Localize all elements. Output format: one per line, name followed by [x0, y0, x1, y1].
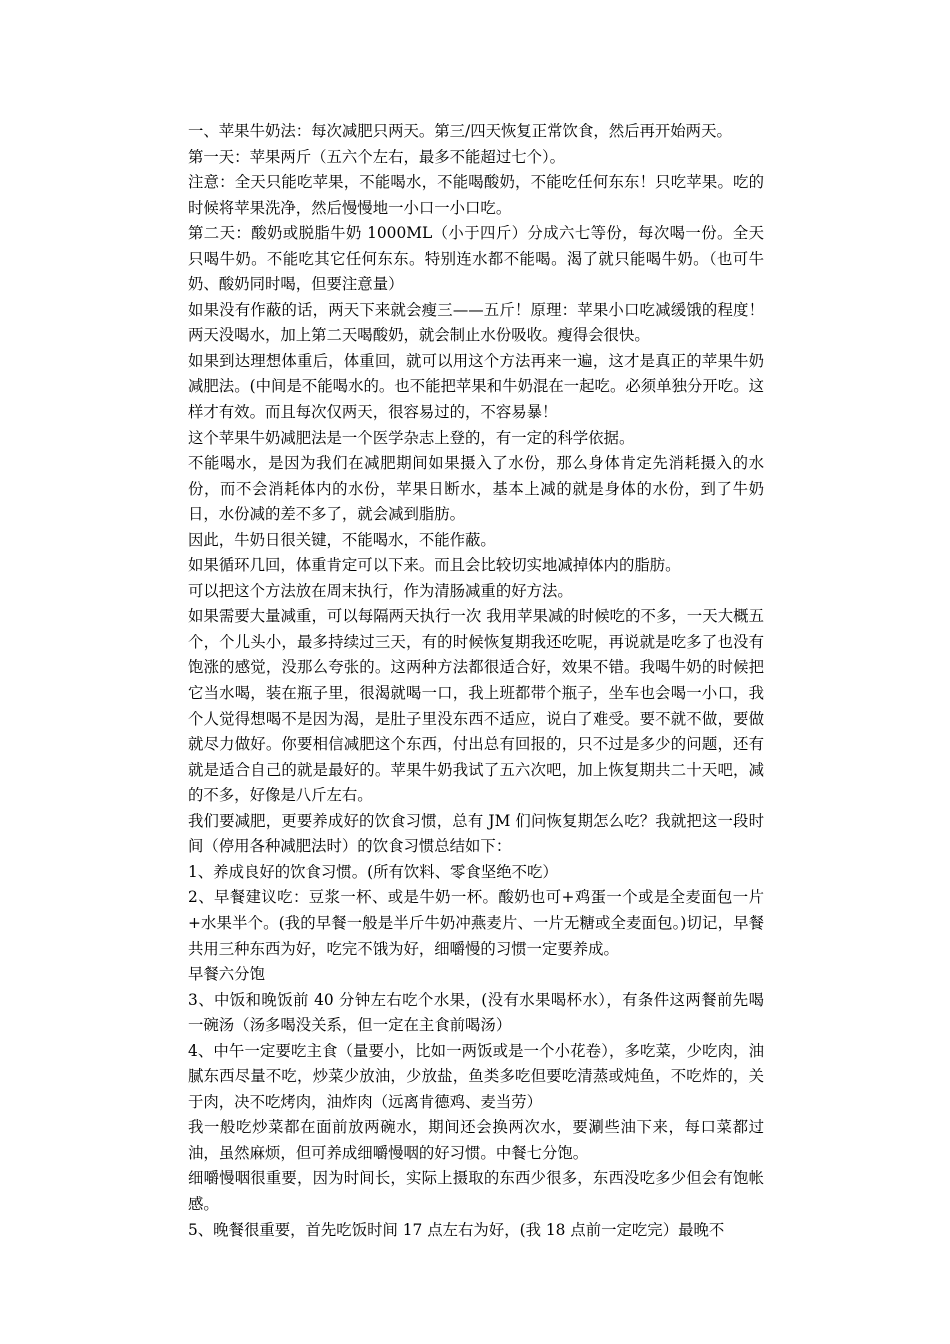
list-item-habit-2: 2、早餐建议吃：豆浆一杯、或是牛奶一杯。酸奶也可+鸡蛋一个或是全麦面包一片+水果半个。(我的早餐一般是半斤牛奶冲燕麦片、一片无糖或全麦面包。)切记，早餐共用三种东西为好，吃完不饿为好，细嚼慢的习惯一定要养成。 [188, 888, 764, 958]
paragraph-breakfast-portion: 早餐六分饱 [188, 965, 265, 984]
paragraph-chew-slowly: 细嚼慢咽很重要，因为时间长，实际上摄取的东西少很多，东西没吃多少但会有饱帐感。 [188, 1169, 764, 1213]
paragraph-method-intro: 一、苹果牛奶法：每次减肥只两天。第三/四天恢复正常饮食，然后再开始两天。 [188, 122, 732, 140]
list-item-habit-4: 4、中午一定要吃主食（量要小，比如一两饭或是一个小花卷），多吃菜，少吃肉，油腻东西尽量不吃，炒菜少放油，少放盐，鱼类多吃但要吃清蒸或炖鱼，不吃炸的，关于肉，决不吃烤肉，油炸肉（远离肯德鸡、麦当劳） [188, 1041, 764, 1111]
paragraph-lunch-tips: 我一般吃炒菜都在面前放两碗水，期间还会换两次水，要涮些油下来，每口菜都过油，虽然麻烦，但可养成细嚼慢咽的好习惯。中餐七分饱。 [188, 1118, 764, 1162]
paragraph-day-one-note: 注意：全天只能吃苹果，不能喝水，不能喝酸奶，不能吃任何东东！只吃苹果。吃的时候将苹果洗净，然后慢慢地一小口一小口吃。 [188, 173, 764, 217]
paragraph-repeat: 如果到达理想体重后，体重回，就可以用这个方法再来一遍，这才是真正的苹果牛奶减肥法。(中间是不能喝水的。也不能把苹果和牛奶混在一起吃。必须单独分开吃。这样才有效。而且每次仅两天，很容易过的，不容易暴！ [188, 351, 764, 422]
document-page [188, 119, 764, 1243]
paragraph-day-one: 第一天：苹果两斤（五六个左右，最多不能超过七个）。 [188, 147, 566, 166]
paragraph-experience: 如果需要大量减重，可以每隔两天执行一次 我用苹果减的时候吃的不多，一天大概五个，个儿头小，最多持续过三天，有的时候恢复期我还吃呢，再说就是吃多了也没有饱涨的感觉，没那么夸张的。这两种方法都很适合好，效果不错。我喝牛奶的时候把它当水喝，装在瓶子里，很渴就喝一口，我上班都带个瓶子，坐车也会喝一小口，我个人觉得想喝不是因为渴，是肚子里没东西不适应，说白了难受。要不就不做，要做就尽力做好。你要相信减肥这个东西，付出总有回报的，只不过是多少的问题，还有就是适合自己的就是最好的。苹果牛奶我试了五六次吧，加上恢复期共二十天吧，减的不多，好像是八斤左右。 [188, 607, 764, 805]
paragraph-no-water-reason: 不能喝水，是因为我们在减肥期间如果摄入了水份，那么身体肯定先消耗摄入的水份，而不会消耗体内的水份，苹果日断水，基本上减的就是身体的水份，到了牛奶日，水份减的差不多了，就会减到脂肪。 [188, 454, 764, 524]
list-item-habit-3: 3、中饭和晚饭前 40 分钟左右吃个水果，(没有水果喝杯水），有条件这两餐前先喝一碗汤（汤多喝没关系，但一定在主食前喝汤） [188, 990, 764, 1035]
paragraph-milk-day-key: 因此，牛奶日很关键，不能喝水，不能作蔽。 [188, 530, 496, 549]
paragraph-habits-intro: 我们要减肥，更要养成好的饮食习惯，总有 JM 们问恢复期怎么吃？我就把这一段时间（停用各种减肥法时）的饮食习惯总结如下： [188, 811, 764, 856]
paragraph-source: 这个苹果牛奶减肥法是一个医学杂志上登的，有一定的科学依据。 [188, 428, 635, 447]
paragraph-cycle: 如果循环几回，体重肯定可以下来。而且会比较切实地减掉体内的脂肪。 [188, 556, 681, 575]
paragraph-weekend: 可以把这个方法放在周末执行，作为清肠减重的好方法。 [188, 581, 573, 600]
list-item-habit-1: 1、养成良好的饮食习惯。(所有饮料、零食坚绝不吃） [188, 862, 558, 881]
paragraph-principle: 如果没有作蔽的话，两天下来就会瘦三——五斤！原理：苹果小口吃减缓饿的程度！两天没喝水，加上第二天喝酸奶，就会制止水份吸收。瘦得会很快。 [188, 300, 764, 345]
paragraph-day-two: 第二天：酸奶或脱脂牛奶 1000ML（小于四斤）分成六七等份，每次喝一份。全天只喝牛奶。不能吃其它任何东东。特别连水都不能喝。渴了就只能喝牛奶。（也可牛奶、酸奶同时喝，但要注意量） [188, 224, 764, 294]
list-item-habit-5: 5、晚餐很重要，首先吃饭时间 17 点左右为好，(我 18 点前一定吃完）最晚不 [188, 1220, 725, 1239]
